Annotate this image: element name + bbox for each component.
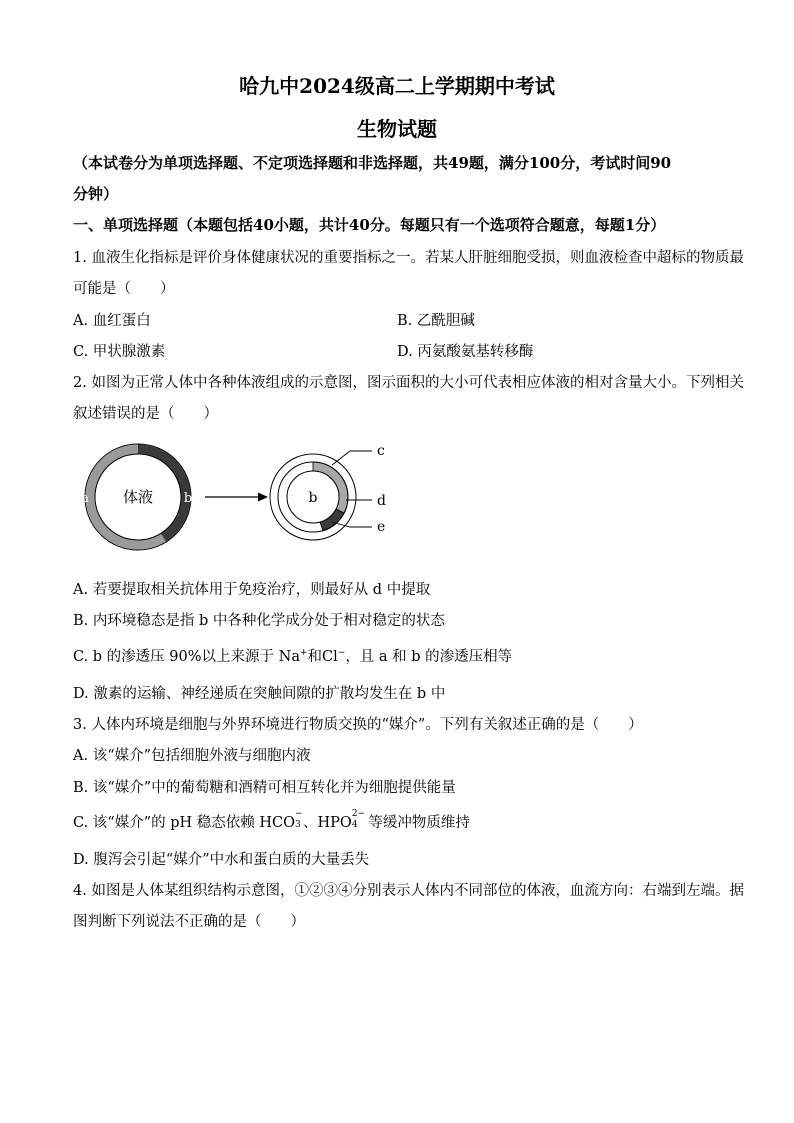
label-c: c	[377, 443, 385, 459]
hydrogen-phosphate-charge: 2−	[351, 809, 366, 819]
q3-option-a: A. 该“媒介”包括细胞外液与细胞内液	[73, 748, 311, 764]
q3-stem: 3. 人体内环境是细胞与外界环境进行物质交换的“媒介”。下列有关叙述正确的是（ ）	[73, 717, 643, 733]
q2-option-b: B. 内环境稳态是指 b 中各种化学成分处于相对稳定的状态	[73, 613, 445, 629]
q3-option-c-separator: 、	[303, 815, 318, 831]
sodium-symbol: Na	[278, 649, 300, 665]
bicarbonate-indices	[295, 809, 303, 830]
body-fluid-diagram	[70, 432, 400, 562]
q3-option-c-suffix: 等缓冲物质维持	[363, 815, 470, 831]
label-e: e	[377, 519, 386, 535]
page-subtitle: 生物试题	[357, 117, 437, 141]
q3-option-c-prefix: C. 该“媒介”的 pH 稳态依赖	[73, 815, 260, 831]
q1-stem-line1: 1. 血液生化指标是评价身体健康状况的重要指标之一。若某人肝脏细胞受损，则血液检查中超标的物质最	[73, 250, 744, 266]
q2-stem-line1: 2. 如图为正常人体中各种体液组成的示意图，图示面积的大小可代表相应体液的相对含量大小。下列相关	[73, 375, 744, 391]
label-d: d	[377, 493, 386, 509]
q2-option-c-and: 和	[307, 649, 323, 665]
left-center-label: 体液	[122, 488, 154, 506]
exam-note-line2: 分钟）	[73, 185, 119, 203]
bicarbonate-subscript: 3	[295, 820, 301, 830]
q2-option-c-prefix: C. b 的渗透压 90%以上来源于	[73, 649, 279, 665]
q2-option-c	[73, 645, 512, 666]
q1-option-a: A. 血红蛋白	[73, 313, 151, 329]
hydrogen-phosphate-formula: HPO	[317, 815, 352, 831]
q3-option-d: D. 腹泻会引起“媒介”中水和蛋白质的大量丢失	[73, 852, 370, 868]
q1-stem-line2: 可能是（ ）	[73, 281, 175, 297]
q2-option-c-suffix: ，且 a 和 b 的渗透压相等	[345, 649, 513, 665]
q4-stem-line1: 4. 如图是人体某组织结构示意图，①②③④分别表示人体内不同部位的体液，血流方向：右端到左端。据	[73, 883, 744, 899]
page-title: 哈九中2024级高二上学期期中考试	[239, 74, 555, 98]
q2-option-a: A. 若要提取相关抗体用于免疫治疗，则最好从 d 中提取	[73, 582, 431, 598]
q3-option-c	[73, 811, 470, 832]
exam-note-line1: （本试卷分为单项选择题、不定项选择题和非选择题，共49题，满分100分，考试时间90	[73, 154, 672, 172]
chloride-symbol: Cl	[322, 649, 338, 665]
sodium-charge: +	[299, 648, 308, 659]
chloride-charge: −	[337, 648, 346, 659]
label-b: b	[183, 491, 193, 506]
section-heading: 一、单项选择题（本题包括40小题，共计40分。每题只有一个选项符合题意，每题1分）	[73, 216, 666, 234]
q2-stem-line2: 叙述错误的是（ ）	[73, 406, 218, 422]
hydrogen-phosphate-subscript: 4	[351, 820, 358, 830]
bicarbonate-charge: −	[295, 809, 303, 819]
q4-stem-line2: 图判断下列说法不正确的是（ ）	[73, 914, 305, 930]
q2-option-d: D. 激素的运输、神经递质在突触间隙的扩散均发生在 b 中	[73, 686, 446, 702]
right-center-label: b	[308, 490, 318, 506]
q1-option-b: B. 乙酰胆碱	[397, 313, 475, 329]
q1-option-d: D. 丙氨酸氨基转移酶	[397, 344, 534, 360]
label-a: a	[81, 491, 89, 506]
q1-option-c: C. 甲状腺激素	[73, 344, 166, 360]
arrow-head	[258, 493, 268, 502]
hydrogen-phosphate-indices	[351, 809, 366, 830]
bicarbonate-formula: HCO	[259, 815, 296, 831]
q3-option-b: B. 该“媒介”中的葡萄糖和酒精可相互转化并为细胞提供能量	[73, 780, 456, 796]
